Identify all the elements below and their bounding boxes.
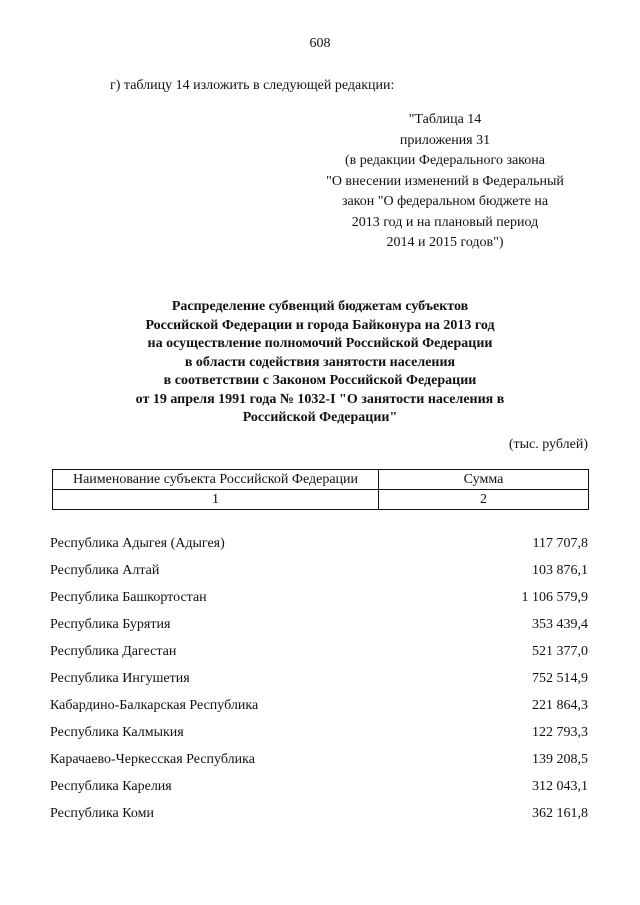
title-line: Российской Федерации и города Байконура на 2013 год <box>145 317 495 333</box>
table-row <box>50 801 588 828</box>
table-row <box>50 530 588 557</box>
table-row <box>50 557 588 584</box>
region-amount: 117 707,8 <box>532 535 588 551</box>
region-name: Республика Башкортостан <box>50 589 207 605</box>
region-amount: 139 208,5 <box>532 752 588 768</box>
column-number-1: 1 <box>53 490 379 510</box>
appendix-line: "О внесении изменений в Федеральный <box>326 173 564 189</box>
region-name: Республика Коми <box>50 806 154 822</box>
table-row <box>50 693 588 720</box>
column-header-amount: Сумма <box>379 470 589 490</box>
region-amount: 521 377,0 <box>532 643 588 659</box>
region-name: Кабардино-Балкарская Республика <box>50 698 259 714</box>
region-amount: 312 043,1 <box>532 779 588 795</box>
appendix-line: приложения 31 <box>399 132 491 148</box>
title-line: Российской Федерации" <box>242 410 398 425</box>
table-header <box>52 469 589 510</box>
region-amount: 122 793,3 <box>532 725 588 741</box>
region-name: Республика Дагестан <box>50 643 177 659</box>
column-number-2: 2 <box>379 490 589 510</box>
region-name: Республика Бурятия <box>50 616 171 632</box>
table-row <box>50 611 588 638</box>
table-header-row <box>53 470 589 490</box>
title-line: от 19 апреля 1991 года № 1032-I "О занятости населения в <box>135 391 505 407</box>
appendix-note <box>295 110 595 254</box>
title-line: в соответствии с Законом Российской Федерации <box>163 373 477 388</box>
appendix-line: "Таблица 14 <box>408 112 482 127</box>
region-name: Республика Карелия <box>50 779 172 795</box>
appendix-line: закон "О федеральном бюджете на <box>341 194 549 209</box>
title-line: Распределение субвенций бюджетам субъектов <box>171 299 469 314</box>
title-line: на осуществление полномочий Российской Федерации <box>147 336 493 351</box>
appendix-line: 2013 год и на плановый период <box>351 214 539 230</box>
region-amount: 1 106 579,9 <box>521 589 588 605</box>
table-row <box>50 638 588 665</box>
region-amount: 103 876,1 <box>532 562 588 578</box>
region-amount: 353 439,4 <box>532 616 588 632</box>
title-line: в области содействия занятости населения <box>184 354 456 370</box>
region-amount: 752 514,9 <box>532 671 588 687</box>
region-amount: 362 161,8 <box>532 806 588 822</box>
table-row <box>50 774 588 801</box>
column-header-region: Наименование субъекта Российской Федерации <box>53 470 379 490</box>
page-number: 608 <box>309 36 331 51</box>
appendix-line: 2014 и 2015 годов") <box>386 235 504 250</box>
units-label: (тыс. рублей) <box>508 437 588 452</box>
table-row <box>50 720 588 747</box>
region-name: Республика Калмыкия <box>50 725 184 741</box>
document-title <box>80 298 560 428</box>
table-row <box>50 584 588 611</box>
table-body <box>50 530 588 828</box>
region-name: Республика Ингушетия <box>50 671 190 687</box>
appendix-line: (в редакции Федерального закона <box>345 153 545 168</box>
region-name: Карачаево-Черкесская Республика <box>50 752 255 768</box>
region-name: Республика Алтай <box>50 562 160 578</box>
intro-text: г) таблицу 14 изложить в следующей редакции: <box>110 78 395 93</box>
region-name: Республика Адыгея (Адыгея) <box>50 535 225 551</box>
table-row <box>50 747 588 774</box>
table-column-numbers-row <box>53 490 589 510</box>
region-amount: 221 864,3 <box>532 698 588 714</box>
table-row <box>50 665 588 692</box>
